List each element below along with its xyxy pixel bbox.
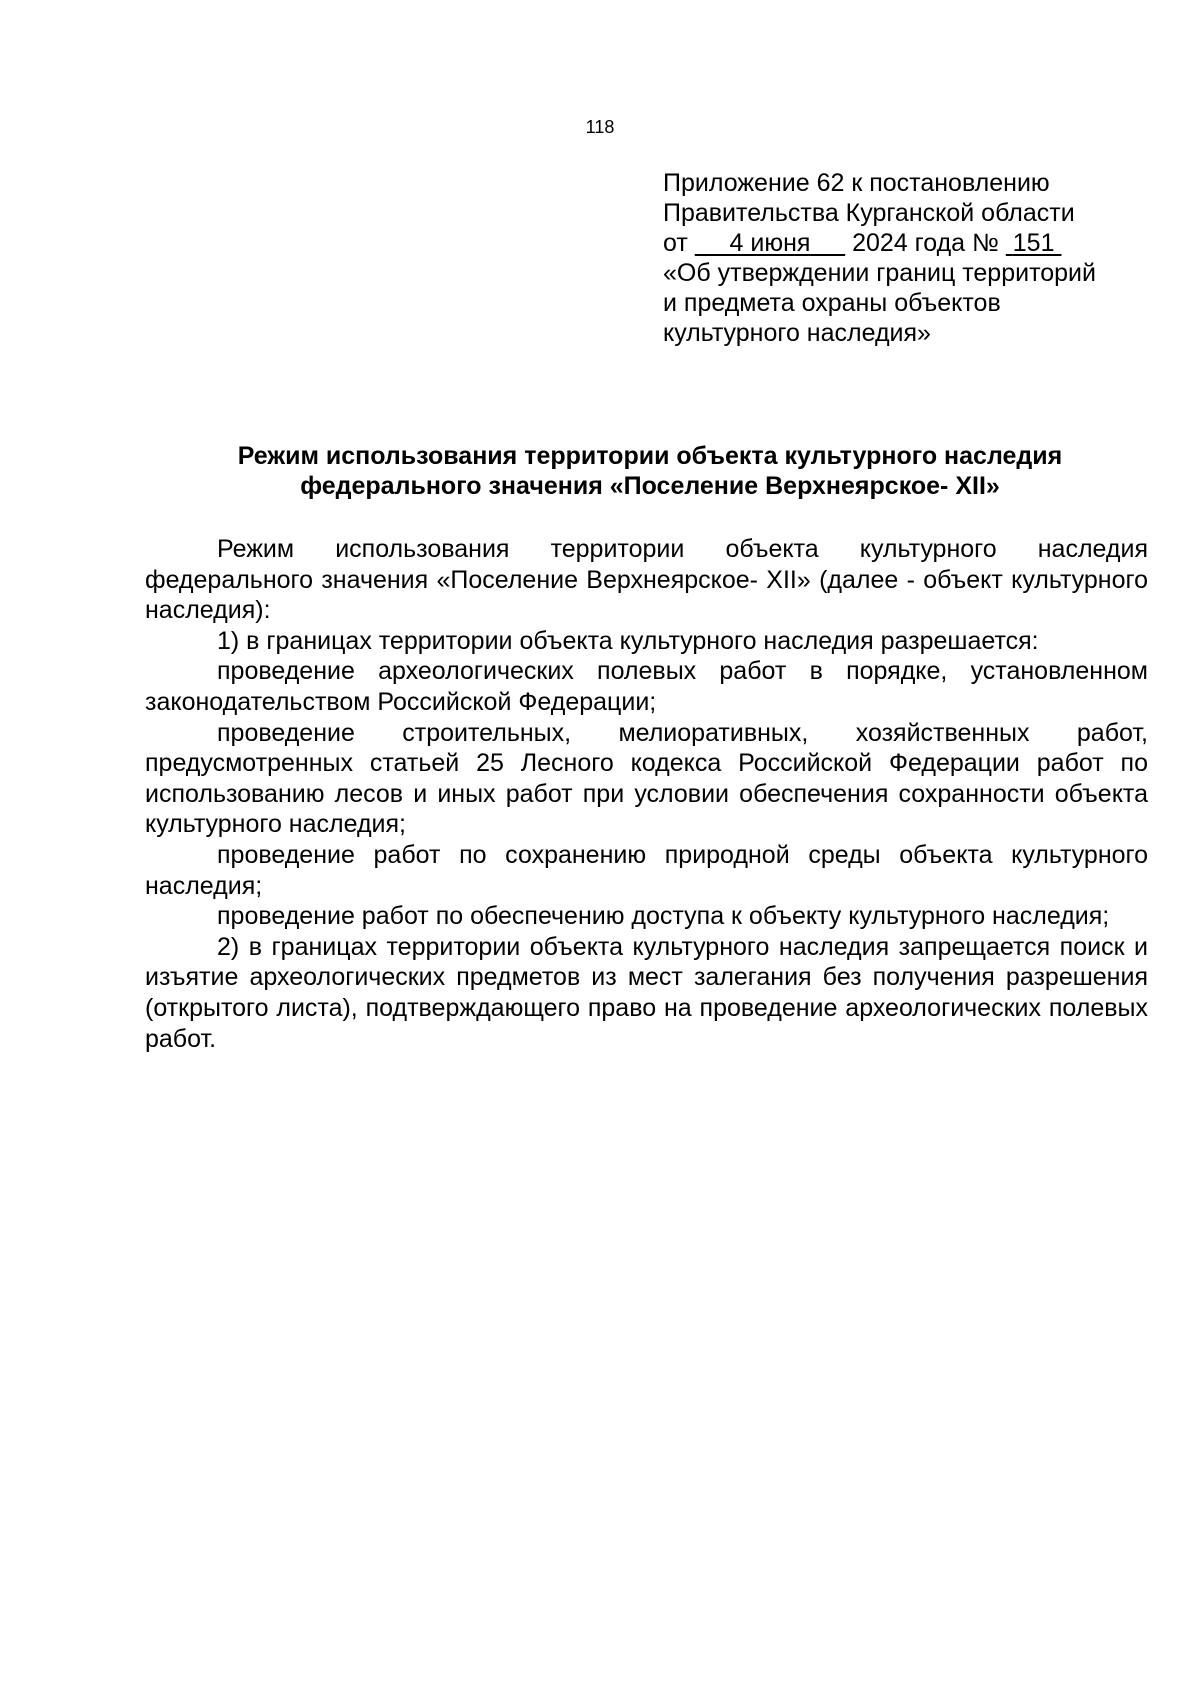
paragraph: Режим использования территории объекта культурного наследия федерального значения «Поселение Верхнеярское- XII» (далее - объект культурного наследия):: [145, 535, 1148, 625]
date-underline-field: [695, 229, 845, 257]
number-underline-field: [1006, 229, 1062, 257]
resolution-number: 151: [1012, 229, 1055, 257]
appendix-line-2: Правительства Курганской области: [663, 199, 1075, 227]
title-line-2: федерального значения «Поселение Верхнеярское- XII»: [300, 472, 1000, 500]
title-line-1: Режим использования территории объекта культурного наследия: [237, 442, 1063, 470]
document-title: [130, 441, 1170, 501]
appendix-line-1: Приложение 62 к постановлению: [663, 169, 1050, 197]
paragraph: проведение работ по обеспечению доступа к объекту культурного наследия;: [217, 902, 1110, 931]
document-body: [145, 534, 1148, 1054]
appendix-line-6: культурного наследия»: [663, 319, 931, 347]
paragraph: 1) в границах территории объекта культурного наследия разрешается:: [217, 626, 1039, 655]
appendix-block: [663, 168, 1133, 348]
paragraph: проведение археологических полевых работ в порядке, установленном законодательством Российской Федерации;: [145, 657, 1148, 716]
year-text: 2024 года №: [852, 229, 999, 257]
appendix-date-line: [663, 228, 1133, 258]
appendix-line-5: и предмета охраны объектов: [663, 289, 1001, 317]
paragraph: проведение строительных, мелиоративных, хозяйственных работ, предусмотренных статьей 25 Лесного кодекса Российской Федерации работ по использованию лесов и иных работ при условии обеспечения сохранности объекта культурного наследия;: [145, 718, 1148, 839]
paragraph: проведение работ по сохранению природной среды объекта культурного наследия;: [145, 840, 1148, 900]
page-number: 118: [585, 117, 615, 137]
date-prefix: от: [663, 229, 688, 257]
date-value: 4 июня: [729, 229, 811, 257]
appendix-line-4: «Об утверждении границ территорий: [663, 259, 1096, 287]
paragraph: 2) в границах территории объекта культурного наследия запрещается поиск и изъятие археологических предметов из мест залегания без получения разрешения (открытого листа), подтверждающего право на проведение археологических полевых работ.: [145, 932, 1148, 1053]
